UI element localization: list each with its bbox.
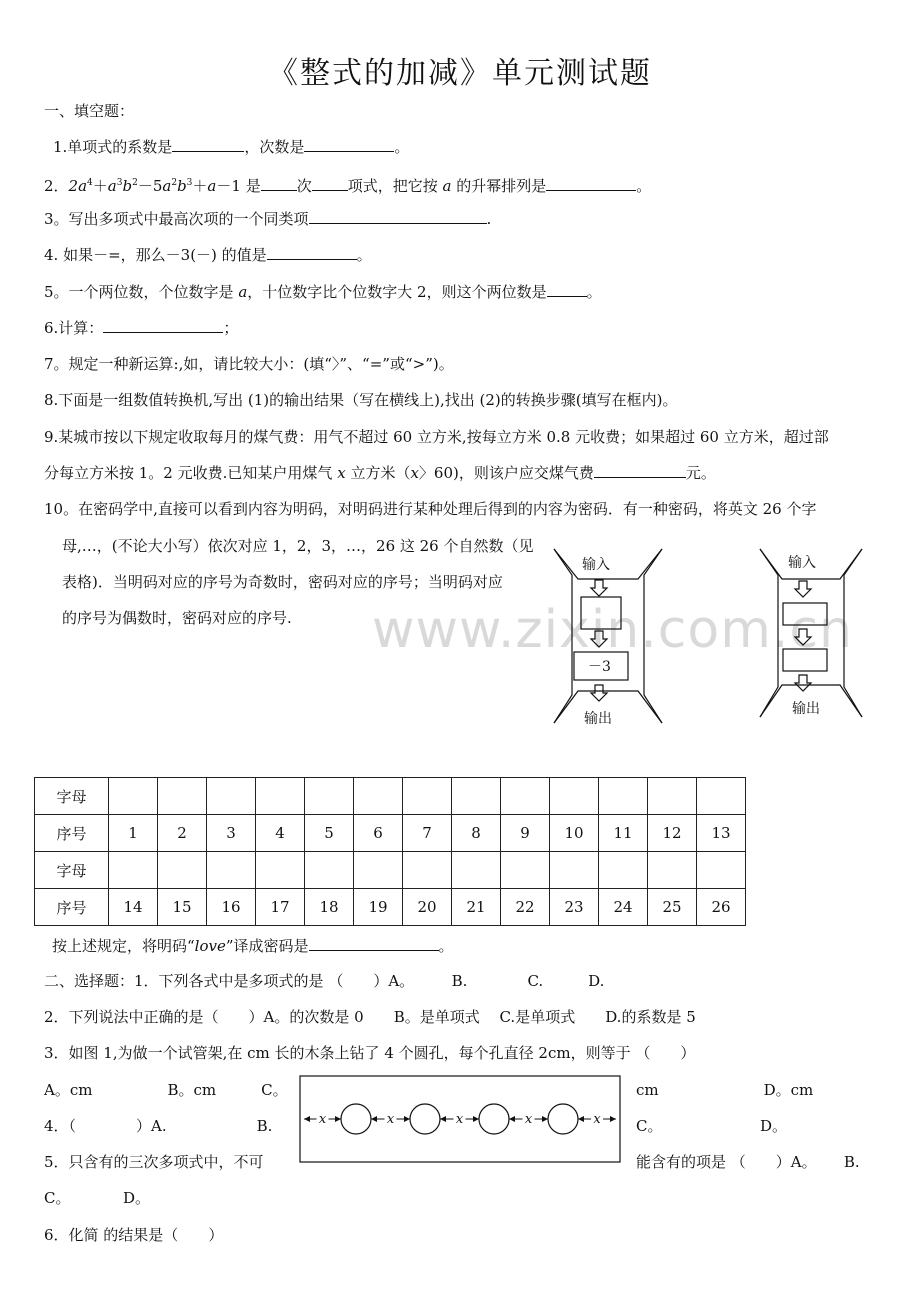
letter-cell[interactable] <box>697 852 746 889</box>
arrow-left-icon <box>509 1116 515 1122</box>
letter-cell[interactable] <box>648 852 697 889</box>
index-cell: 7 <box>403 815 452 852</box>
letter-cell[interactable] <box>109 778 158 815</box>
q6-text-b: ； <box>223 319 239 337</box>
letter-cell[interactable] <box>452 852 501 889</box>
machine1-step-label: －3 <box>588 659 611 675</box>
arrow-left-icon <box>371 1116 377 1122</box>
spacing-arrow <box>371 1112 410 1127</box>
index-cell: 9 <box>501 815 550 852</box>
index-cell: 16 <box>207 889 256 926</box>
q2-blank-3[interactable] <box>546 177 636 191</box>
spacing-arrow <box>509 1112 548 1127</box>
q2-text-c: 次 <box>296 177 312 195</box>
machine2-input-label: 输入 <box>788 555 816 571</box>
letter-cell[interactable] <box>256 778 305 815</box>
letter-row-2 <box>35 852 746 889</box>
q2-blank-1[interactable] <box>261 177 297 191</box>
choice-question-1: 二、选择题：1．下列各式中是多项式的是 （ ）A。 B. C. D. <box>44 972 605 990</box>
spacing-label-x: x <box>318 1112 327 1127</box>
spacing-label-x: x <box>593 1112 601 1127</box>
q6-blank[interactable] <box>103 319 223 333</box>
row-header: 字母 <box>35 778 109 815</box>
letter-cell[interactable] <box>599 778 648 815</box>
q4-text-b: 。 <box>356 246 372 264</box>
index-cell: 23 <box>550 889 599 926</box>
q1-text-c: 。 <box>394 138 410 156</box>
machine1-step-box-1[interactable] <box>581 597 621 629</box>
machine1-arrow-down-icon <box>591 631 607 647</box>
letter-cell[interactable] <box>109 852 158 889</box>
spacing-label-x: x <box>524 1112 533 1127</box>
index-cell: 12 <box>648 815 697 852</box>
drill-hole <box>410 1104 440 1134</box>
q3-blank[interactable] <box>309 210 487 224</box>
letter-cell[interactable] <box>256 852 305 889</box>
letter-cell[interactable] <box>158 852 207 889</box>
q2-var-a: a <box>442 177 452 195</box>
index-cell: 10 <box>550 815 599 852</box>
q3-text-a: 3。写出多项式中最高次项的一个同类项 <box>44 210 309 228</box>
machine2-arrow-down-icon <box>795 675 811 691</box>
test-tube-rack-board-figure <box>298 1074 624 1164</box>
q9-text-f: 元。 <box>685 464 716 482</box>
question-9-line-1: 9.某城市按以下规定收取每月的煤气费：用气不超过 60 立方米,按每立方米 0.8 元收费；如果超过 60 立方米，超过部 <box>44 428 829 446</box>
choice-question-4-right: C。 D。 <box>636 1117 788 1135</box>
question-2 <box>44 172 651 197</box>
q9-text-a: 分每立方米按 1。2 元收费.已知某户用煤气 <box>44 464 333 482</box>
row-header: 序号 <box>35 889 109 926</box>
q2-text-b: 是 <box>245 177 261 195</box>
arrow-left-icon <box>440 1116 446 1122</box>
machine1-input-label: 输入 <box>582 557 610 573</box>
q2-text-f: 的升幂排列是 <box>456 177 547 195</box>
q9-text-e: 〉60)，则该户应交煤气费 <box>418 464 594 482</box>
index-cell: 18 <box>305 889 354 926</box>
arrow-right-icon <box>610 1116 616 1122</box>
question-4 <box>44 244 372 266</box>
letter-cell[interactable] <box>403 778 452 815</box>
letter-cell[interactable] <box>550 852 599 889</box>
machine1-left-frame <box>554 549 572 723</box>
letter-cell[interactable] <box>550 778 599 815</box>
index-cell: 24 <box>599 889 648 926</box>
q9-var-x1: x <box>337 464 346 482</box>
index-cell: 2 <box>158 815 207 852</box>
index-cell: 25 <box>648 889 697 926</box>
q1-text-a: 1.单项式的系数是 <box>53 138 173 156</box>
question-1 <box>53 136 409 158</box>
choice-question-5-left: 5．只含有的三次多项式中，不可 <box>44 1153 264 1171</box>
spacing-arrow <box>440 1112 479 1127</box>
machine2-step-box-1[interactable] <box>783 603 827 625</box>
machine2-step-box-2[interactable] <box>783 649 827 671</box>
row-header: 字母 <box>35 852 109 889</box>
spacing-arrow <box>578 1112 616 1127</box>
machine2-right-frame <box>844 549 862 717</box>
q9-blank[interactable] <box>594 464 686 478</box>
q2-polynomial: $2a^4+a^3b^2-5a^2b^3+a-1$ <box>68 177 246 195</box>
q6-text-a: 6.计算： <box>44 319 104 337</box>
page-title: 《整式的加减》单元测试题 <box>268 56 652 91</box>
letter-cell[interactable] <box>305 852 354 889</box>
watermark: www.zixin.com.cn <box>372 600 853 660</box>
index-cell: 11 <box>599 815 648 852</box>
love-text-c: ”译成密码是 <box>225 937 309 955</box>
spacing-label-x: x <box>455 1112 464 1127</box>
letter-cell[interactable] <box>207 778 256 815</box>
q9-var-x2: x <box>410 464 419 482</box>
letter-cell[interactable] <box>354 778 403 815</box>
q2-text-a: 2． <box>44 177 69 195</box>
converter-machine-1 <box>548 545 668 735</box>
question-5 <box>44 281 602 303</box>
love-text-a: 按上述规定，将明码“ <box>52 937 195 955</box>
love-cipher-blank[interactable] <box>309 937 439 951</box>
q4-text-a: 4. 如果－=，那么－3(－) 的值是 <box>44 246 267 264</box>
index-cell: 15 <box>158 889 207 926</box>
question-10-line-2: 母,…，(不论大小写）依次对应 1，2，3，…，26 这 26 个自然数（见 <box>62 537 534 555</box>
q2-text-g: 。 <box>636 177 652 195</box>
drill-hole <box>341 1104 371 1134</box>
q1-blank-2[interactable] <box>304 138 394 152</box>
drill-hole <box>548 1104 578 1134</box>
arrow-right-icon <box>335 1116 341 1122</box>
letter-cell[interactable] <box>207 852 256 889</box>
index-row-2 <box>35 889 746 926</box>
letter-cell[interactable] <box>354 852 403 889</box>
row-header: 序号 <box>35 815 109 852</box>
spacing-label-x: x <box>386 1112 395 1127</box>
machine2-output-label: 输出 <box>792 701 820 717</box>
index-cell: 22 <box>501 889 550 926</box>
spacing-arrow <box>304 1112 341 1127</box>
choice-question-6: 6．化简 的结果是（ ） <box>44 1226 224 1244</box>
index-cell: 19 <box>354 889 403 926</box>
choice-question-5-options: C。 D。 <box>44 1189 151 1207</box>
index-cell: 1 <box>109 815 158 852</box>
q5-text-c: ，十位数字比个位数字大 2，则这个两位数是 <box>247 283 547 301</box>
index-row-1 <box>35 815 746 852</box>
letter-cell[interactable] <box>697 778 746 815</box>
choice-question-3-options-left: A。cm B。cm C。 <box>44 1081 288 1099</box>
love-word: love <box>194 937 226 955</box>
letter-cell[interactable] <box>648 778 697 815</box>
q2-text-d: 项式，把它按 <box>347 177 438 195</box>
machine1-right-frame <box>644 549 662 723</box>
q5-blank[interactable] <box>547 283 587 297</box>
index-cell: 5 <box>305 815 354 852</box>
index-cell: 26 <box>697 889 746 926</box>
q4-blank[interactable] <box>267 246 357 260</box>
arrow-left-icon <box>304 1116 310 1122</box>
index-cell: 3 <box>207 815 256 852</box>
question-10-line-1: 10。在密码学中,直接可以看到内容为明码，对明码进行某种处理后得到的内容为密码．有一种密码，将英文 26 个字 <box>44 500 817 518</box>
choice-question-2: 2．下列说法中正确的是（ ）A。的次数是 0 B。是单项式 C.是单项式 D.的系数是 5 <box>44 1008 696 1026</box>
machine2-left-frame <box>760 549 778 717</box>
machine1-output-label: 输出 <box>584 711 612 727</box>
question-7: 7。规定一种新运算:,如，请比较大小：(填“〉”、“=”或“>”)。 <box>44 355 454 373</box>
q5-text-d: 。 <box>586 283 602 301</box>
converter-machine-2 <box>756 545 866 725</box>
translate-love-line <box>52 935 454 957</box>
letter-cell[interactable] <box>403 852 452 889</box>
arrow-right-icon <box>542 1116 548 1122</box>
arrow-right-icon <box>404 1116 410 1122</box>
love-text-d: 。 <box>438 937 454 955</box>
question-9-line-2 <box>44 462 716 484</box>
question-10-line-3: 表格)．当明码对应的序号为奇数时，密码对应的序号；当明码对应 <box>62 573 503 591</box>
letter-row-1 <box>35 778 746 815</box>
question-10-line-4: 的序号为偶数时，密码对应的序号. <box>62 609 292 627</box>
index-cell: 20 <box>403 889 452 926</box>
question-6 <box>44 317 238 339</box>
index-cell: 4 <box>256 815 305 852</box>
machine1-arrow-down-icon <box>591 685 607 701</box>
letter-cell[interactable] <box>305 778 354 815</box>
drill-hole <box>479 1104 509 1134</box>
letter-cell[interactable] <box>452 778 501 815</box>
arrow-right-icon <box>473 1116 479 1122</box>
letter-cell[interactable] <box>501 852 550 889</box>
letter-cell[interactable] <box>599 852 648 889</box>
letter-cell[interactable] <box>158 778 207 815</box>
q3-text-b: . <box>486 210 492 228</box>
question-8: 8.下面是一组数值转换机,写出 (1)的输出结果（写在横线上),找出 (2)的转换步骤(填写在框内)。 <box>44 391 678 409</box>
q9-text-c: 立方米（ <box>350 464 411 482</box>
index-cell: 14 <box>109 889 158 926</box>
choice-question-5-right: 能含有的项是 （ ）A。 B. <box>636 1153 860 1171</box>
machine1-arrow-down-icon <box>591 580 607 596</box>
q1-text-b: ，次数是 <box>244 138 305 156</box>
q5-text-a: 5。一个两位数，个位数字是 <box>44 283 234 301</box>
index-cell: 21 <box>452 889 501 926</box>
index-cell: 8 <box>452 815 501 852</box>
letter-cell[interactable] <box>501 778 550 815</box>
arrow-left-icon <box>578 1116 584 1122</box>
cipher-table <box>34 777 746 926</box>
q1-blank-1[interactable] <box>172 138 244 152</box>
section-heading-fill-blank: 一、填空题： <box>44 102 135 120</box>
choice-question-3-options-right: cm D。cm <box>636 1081 814 1099</box>
question-3 <box>44 208 491 230</box>
index-cell: 6 <box>354 815 403 852</box>
machine2-arrow-down-icon <box>795 629 811 645</box>
q5-var-a: a <box>238 283 248 301</box>
choice-question-4-left: 4．（ ）A. B. <box>44 1117 273 1135</box>
index-cell: 13 <box>697 815 746 852</box>
machine2-arrow-down-icon <box>795 581 811 597</box>
choice-question-3: 3．如图 1,为做一个试管架,在 cm 长的木条上钻了 4 个圆孔，每个孔直径 2cm，则等于 （ ） <box>44 1044 696 1062</box>
q2-blank-2[interactable] <box>312 177 348 191</box>
index-cell: 17 <box>256 889 305 926</box>
